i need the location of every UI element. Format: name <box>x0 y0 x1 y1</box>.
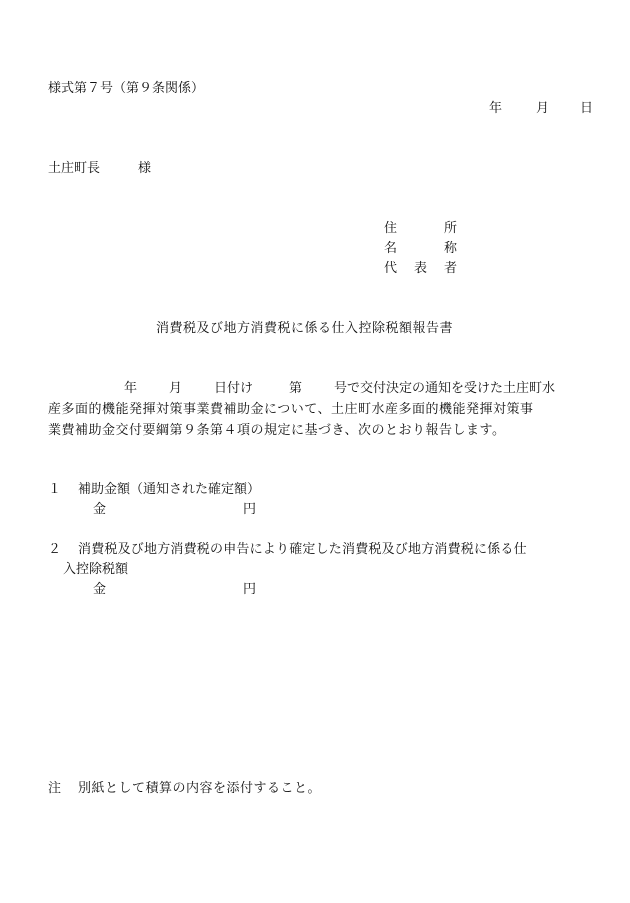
form-number: 様式第７号（第９条関係） <box>48 81 205 96</box>
item-2-number: ２ <box>48 542 62 557</box>
item-2-amount-suffix: 円 <box>243 582 257 597</box>
note-text: 別紙として積算の内容を添付すること。 <box>78 781 322 796</box>
body-line1-rest: 号で交付決定の通知を受けた土庄町水 <box>334 381 556 396</box>
rep-label-2: 表 <box>414 261 428 276</box>
name-label-1: 名 <box>384 241 398 256</box>
date-year-label: 年 <box>489 101 503 116</box>
rep-label-3: 者 <box>444 261 458 276</box>
item-2-label: 消費税及び地方消費税の申告により確定した消費税及び地方消費税に係る仕 <box>78 542 527 557</box>
body-day-suffix: 日付け <box>214 381 254 396</box>
item-1-amount-suffix: 円 <box>243 502 257 517</box>
item-2-amount-prefix: 金 <box>93 582 107 597</box>
item-1-number: １ <box>48 482 62 497</box>
name-label-2: 称 <box>444 241 458 256</box>
date-month-label: 月 <box>536 101 550 116</box>
date-day-label: 日 <box>580 101 594 116</box>
body-number-prefix: 第 <box>289 381 303 396</box>
body-month: 月 <box>169 381 183 396</box>
note-marker: 注 <box>48 781 62 796</box>
item-1-amount-prefix: 金 <box>93 502 107 517</box>
rep-label-1: 代 <box>384 261 398 276</box>
item-2-continuation: 入控除税額 <box>63 562 129 577</box>
body-year: 年 <box>124 381 138 396</box>
address-label-1: 住 <box>384 221 398 236</box>
body-line2: 産多面的機能発揮対策事業費補助金について、土庄町水産多面的機能発揮対策事 <box>48 402 534 417</box>
document-title: 消費税及び地方消費税に係る仕入控除税額報告書 <box>156 321 454 336</box>
address-label-2: 所 <box>444 221 458 236</box>
addressee-honorific: 様 <box>138 161 152 176</box>
addressee-name: 土庄町長 <box>48 161 101 176</box>
item-1-label: 補助金額（通知された確定額） <box>78 482 261 497</box>
body-line3: 業費補助金交付要綱第９条第４項の規定に基づき、次のとおり報告します。 <box>48 423 506 438</box>
